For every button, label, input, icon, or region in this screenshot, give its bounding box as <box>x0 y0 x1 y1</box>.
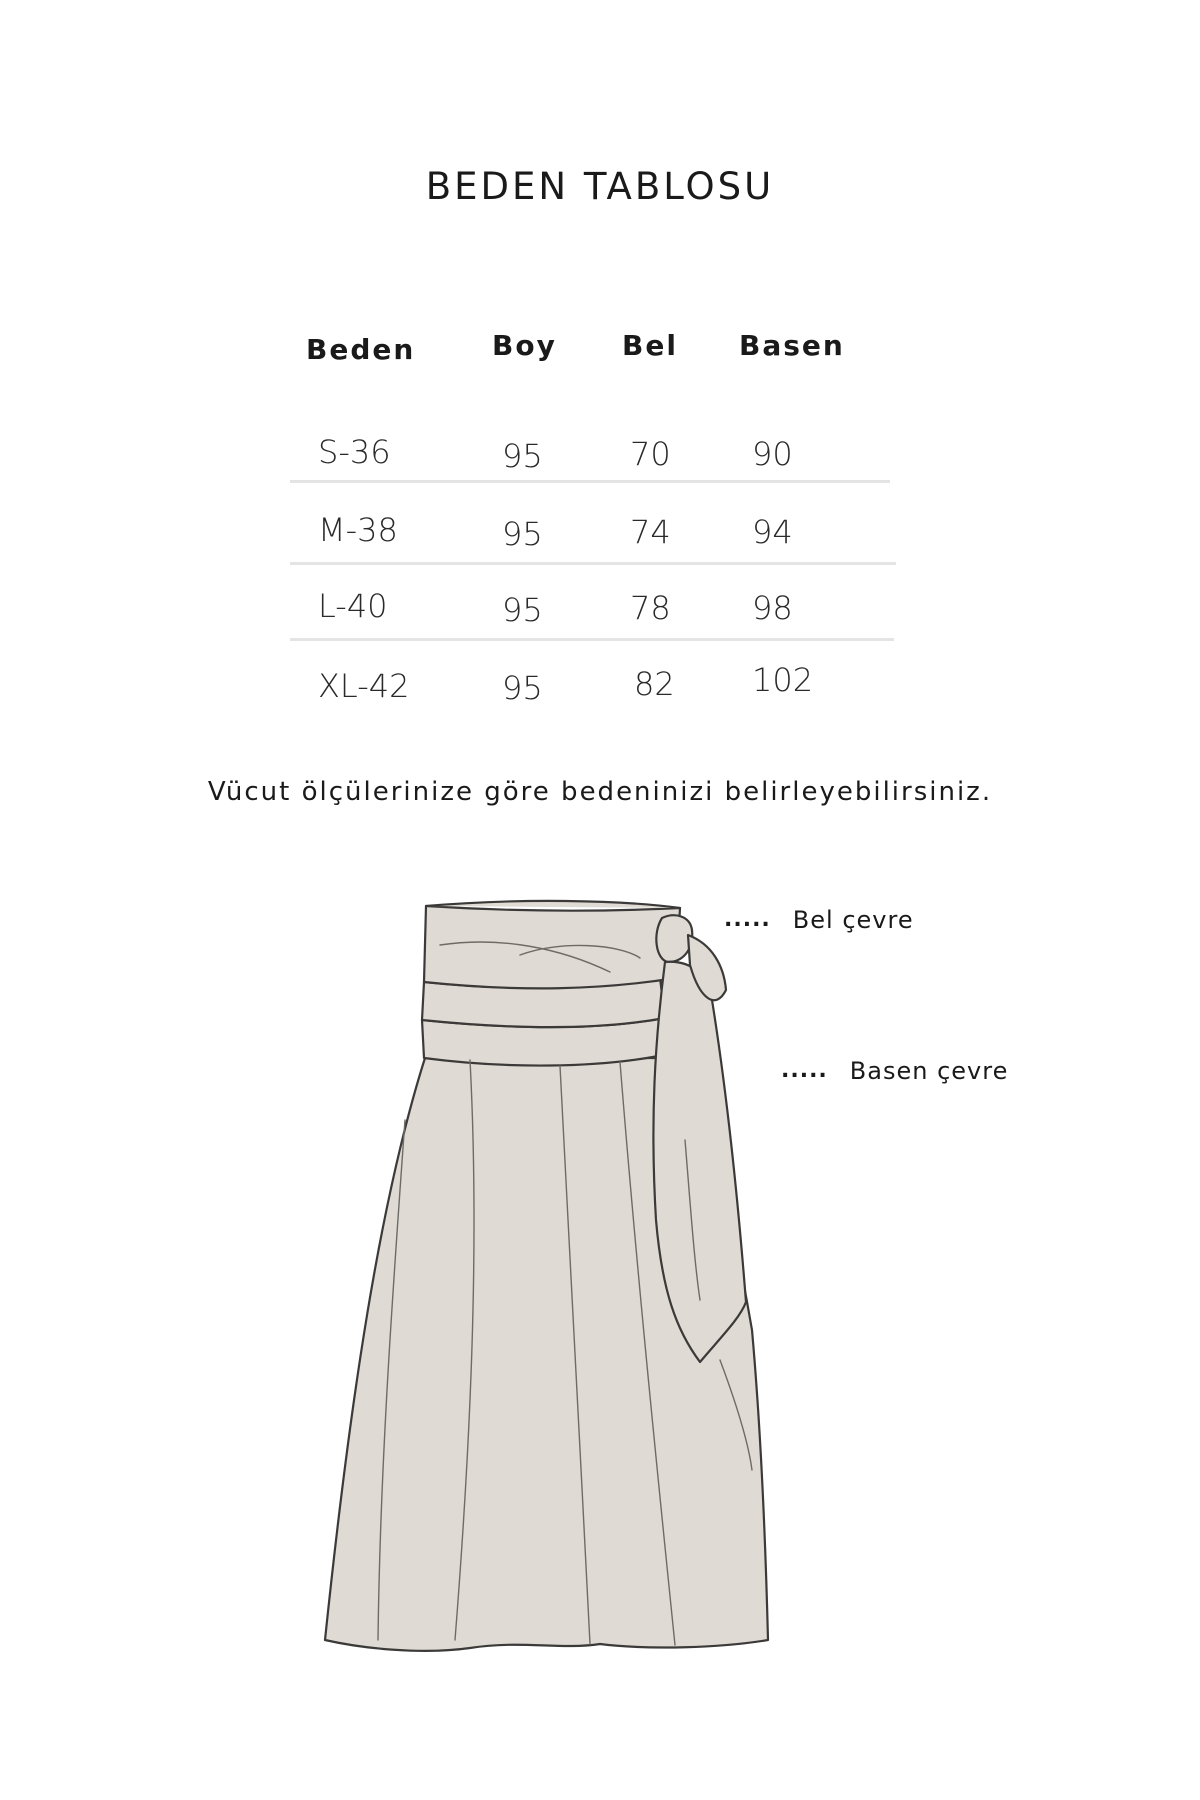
header-boy: Boy <box>492 329 557 362</box>
size-guide-note: Vücut ölçülerinize göre bedeninizi belirleyebilirsiniz. <box>207 777 993 807</box>
header-basen: Basen <box>739 329 845 362</box>
waist-label: Bel çevre <box>792 906 914 934</box>
table-cell-bel: 82 <box>634 665 675 703</box>
table-cell-basen: 90 <box>752 435 793 473</box>
tie-knot <box>656 915 692 962</box>
row-divider <box>290 638 894 641</box>
table-cell-size: S-36 <box>318 433 391 471</box>
skirt-illustration <box>300 890 780 1670</box>
header-beden: Beden <box>306 333 416 366</box>
table-cell-boy: 95 <box>502 669 543 707</box>
table-cell-boy: 95 <box>502 591 543 629</box>
table-cell-bel: 78 <box>630 589 671 627</box>
table-cell-basen: 102 <box>752 661 814 699</box>
table-cell-boy: 95 <box>502 437 543 475</box>
table-cell-bel: 70 <box>630 435 671 473</box>
skirt-body <box>325 901 768 1651</box>
waist-callout <box>724 908 914 932</box>
table-cell-bel: 74 <box>630 513 671 551</box>
table-cell-boy: 95 <box>502 515 543 553</box>
size-table <box>0 0 1200 720</box>
waist-dots: ..... <box>724 907 771 932</box>
row-divider <box>290 480 890 483</box>
table-cell-basen: 98 <box>752 589 793 627</box>
hip-label: Basen çevre <box>849 1057 1009 1085</box>
header-bel: Bel <box>622 329 678 362</box>
page-title: BEDEN TABLOSU <box>425 165 775 208</box>
waist-opening <box>426 901 680 908</box>
table-cell-size: XL-42 <box>318 667 410 705</box>
hip-dots: ..... <box>781 1058 828 1083</box>
table-cell-basen: 94 <box>752 513 793 551</box>
row-divider <box>290 562 896 565</box>
table-cell-size: M-38 <box>318 511 398 549</box>
hip-callout <box>781 1059 1008 1083</box>
table-cell-size: L-40 <box>318 587 388 625</box>
